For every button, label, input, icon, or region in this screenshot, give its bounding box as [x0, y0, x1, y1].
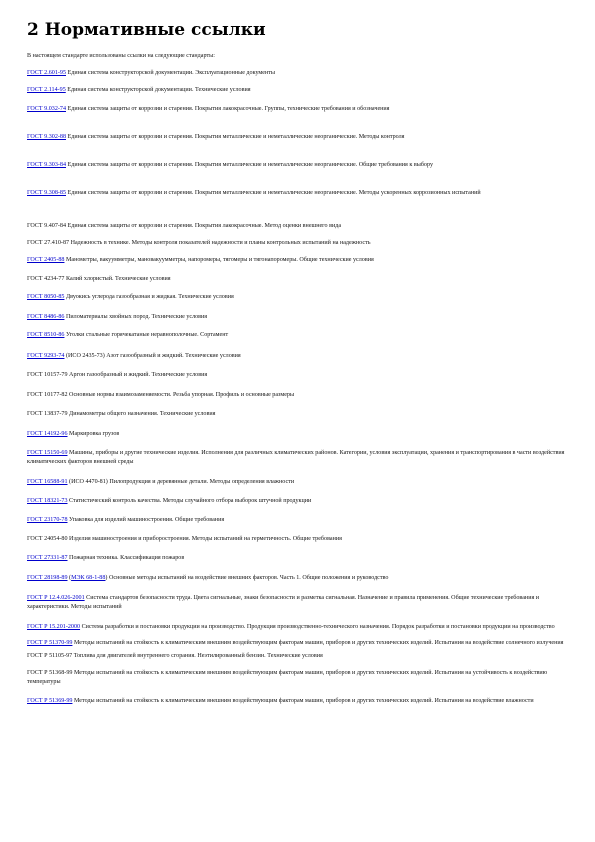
standard-link[interactable]: ГОСТ 9.308-85 — [27, 190, 66, 197]
reference-title: Основные методы испытаний на воздействие внешних факторов. Часть 1. Общие положения и руководство — [107, 575, 389, 582]
standard-code: ГОСТ 10177-82 — [27, 392, 68, 399]
reference-title: Единая система защиты от коррозии и старения. Покрытия металлические и неметаллические неорганические. Общие требования к выбору — [66, 162, 433, 169]
reference-title: Надежность в технике. Методы контроля показателей надежности и планы контрольных испытаний на надежность — [69, 240, 371, 247]
reference-title: Уголки стальные горячекатаные неравнополочные. Сортамент — [64, 332, 229, 339]
reference-item — [27, 161, 568, 170]
standard-link[interactable]: ГОСТ 8050-85 — [27, 294, 65, 301]
reference-title: Двуокись углерода газообразная и жидкая. Технические условия — [64, 294, 234, 301]
standard-link[interactable]: ГОСТ 9.302-88 — [27, 134, 66, 141]
reference-title: Единая система защиты от коррозии и старения. Покрытия металлические и неметаллические неорганические. Методы контроля — [66, 134, 405, 141]
reference-title: Манометры, вакуумметры, мановакуумметры, напоромеры, тягомеры и тягонапоромеры. Общие технические условия — [64, 257, 374, 264]
standard-link-secondary[interactable]: МЭК 68-1-88 — [71, 575, 106, 582]
reference-item — [27, 189, 568, 198]
reference-title: Методы испытаний на стойкость к климатическим внешним воздействующим факторам машин, приборов и других технических изделий. Испытания на воздействие солнечного излучения — [72, 640, 564, 647]
standard-link[interactable]: ГОСТ 15150-69 — [27, 450, 68, 457]
standard-link[interactable]: ГОСТ 14192-96 — [27, 431, 68, 438]
reference-paren: ( — [67, 575, 72, 582]
reference-title: Динамометры общего назначения. Технические условия — [67, 411, 216, 418]
standard-link[interactable]: ГОСТ Р 12.4.026-2001 — [27, 595, 85, 602]
reference-title: (ИСО 4470-81) Пилопродукция и деревянные детали. Методы определения влажности — [67, 479, 295, 486]
reference-item — [27, 516, 568, 525]
reference-item — [27, 256, 568, 265]
reference-title: Калий хлористый. Технические условия — [64, 276, 171, 283]
standard-link[interactable]: ГОСТ 27331-87 — [27, 555, 68, 562]
section-title: 2 Нормативные ссылки — [27, 20, 266, 40]
reference-title: Единая система конструкторской документации. Технические условия — [65, 87, 251, 94]
reference-title: Методы испытаний на стойкость к климатическим внешним воздействующим факторам машин, приборов и других технических изделий. Испытания на устойчивость к воздействию температуры — [27, 670, 548, 686]
reference-item — [27, 352, 568, 361]
reference-item — [27, 430, 568, 439]
reference-title: Единая система защиты от коррозии и старения. Покрытия лакокрасочные. Группы, технические требования и обозначения — [66, 106, 390, 113]
reference-item — [27, 331, 568, 340]
standard-link[interactable]: ГОСТ Р 15.201-2000 — [27, 624, 81, 631]
reference-item — [27, 594, 568, 612]
reference-item — [27, 639, 568, 648]
reference-paren: ) — [105, 575, 108, 582]
reference-item — [27, 497, 568, 506]
standard-link[interactable]: ГОСТ 18321-73 — [27, 498, 68, 505]
reference-item — [27, 133, 568, 142]
reference-item — [27, 669, 568, 687]
standard-link[interactable]: ГОСТ 28198-89 — [27, 575, 68, 582]
reference-title: Пожарная техника. Классификация пожаров — [67, 555, 185, 562]
standard-link[interactable]: ГОСТ 9293-74 — [27, 353, 65, 360]
reference-item — [27, 239, 568, 248]
standard-link[interactable]: ГОСТ 2405-88 — [27, 257, 65, 264]
reference-title: Единая система защиты от коррозии и старения. Покрытия металлические и неметаллические неорганические. Методы ускоренных коррозионных испытаний — [66, 190, 481, 197]
standard-link[interactable]: ГОСТ Р 51370-99 — [27, 640, 73, 647]
reference-title: Аргон газообразный и жидкий. Технические условия — [67, 372, 208, 379]
standard-code: ГОСТ 13837-79 — [27, 411, 68, 418]
reference-title: Статистический контроль качества. Методы случайного отбора выборок штучной продукции — [67, 498, 312, 505]
reference-item — [27, 623, 568, 632]
reference-item — [27, 574, 568, 583]
standard-link[interactable]: ГОСТ 2.114-95 — [27, 87, 66, 94]
reference-item — [27, 410, 568, 419]
reference-item — [27, 697, 568, 706]
reference-item — [27, 222, 568, 231]
reference-item — [27, 275, 568, 284]
standard-link[interactable]: ГОСТ 16588-91 — [27, 479, 68, 486]
standard-code: ГОСТ 27.410-87 — [27, 240, 70, 247]
standard-link[interactable]: ГОСТ Р 51369-99 — [27, 698, 73, 705]
reference-item — [27, 449, 568, 467]
standard-code: ГОСТ 4234-77 — [27, 276, 65, 283]
standard-link[interactable]: ГОСТ 8510-86 — [27, 332, 65, 339]
reference-title: Система стандартов безопасности труда. Цвета сигнальные, знаки безопасности и разметка сигнальная. Назначение и правила применения. Общие технические требования и характеристики. Методы испытаний — [27, 595, 540, 611]
reference-item — [27, 313, 568, 322]
reference-item — [27, 391, 568, 400]
reference-item — [27, 371, 568, 380]
standard-link[interactable]: ГОСТ 9.303-84 — [27, 162, 66, 169]
reference-item — [27, 293, 568, 302]
reference-title: Система разработки и постановки продукции на производство. Продукция производственно-технического назначения. Порядок разработки и постановки продукции на производство — [80, 624, 555, 631]
reference-title: Маркировка грузов — [67, 431, 120, 438]
standard-code: ГОСТ 10157-79 — [27, 372, 68, 379]
reference-title: Упаковка для изделий машиностроения. Общие требования — [67, 517, 225, 524]
document-page — [27, 20, 568, 705]
intro-text: В настоящем стандарте использованы ссылки на следующие стандарты: — [27, 53, 215, 59]
reference-item — [27, 478, 568, 487]
reference-title: Машины, приборы и другие технические изделия. Исполнения для различных климатических районов. Категории, условия эксплуатации, хранения и транспортирования в части воздействия климатических факторов внешней среды — [27, 450, 565, 466]
reference-item — [27, 535, 568, 544]
standard-code: ГОСТ 9.407-84 — [27, 223, 66, 230]
reference-item — [27, 105, 568, 114]
reference-title: Единая система конструкторской документации. Эксплуатационные документы — [66, 70, 275, 77]
standard-code: ГОСТ Р 51368-99 — [27, 670, 73, 677]
reference-title: Топлива для двигателей внутреннего сгорания. Неэтилированный бензин. Технические условия — [72, 653, 323, 660]
reference-title: Единая система защиты от коррозии и старения. Покрытия лакокрасочные. Метод оценки внешнего вида — [66, 223, 342, 230]
reference-item — [27, 86, 568, 95]
reference-title: Изделия машиностроения и приборостроения. Методы испытаний на герметичность. Общие требования — [67, 536, 342, 543]
reference-title: (ИСО 2435-73) Азот газообразный и жидкий. Технические условия — [64, 353, 241, 360]
standard-code: ГОСТ Р 51105-97 — [27, 653, 73, 660]
reference-item — [27, 652, 568, 661]
standard-link[interactable]: ГОСТ 8486-86 — [27, 314, 65, 321]
reference-item — [27, 554, 568, 563]
standard-link[interactable]: ГОСТ 9.032-74 — [27, 106, 66, 113]
reference-title: Пиломатериалы хвойных пород. Технические условия — [64, 314, 208, 321]
standard-code: ГОСТ 24054-80 — [27, 536, 68, 543]
reference-item — [27, 69, 568, 78]
standard-link[interactable]: ГОСТ 2.601-95 — [27, 70, 66, 77]
reference-title: Основные нормы взаимозаменяемости. Резьба упорная. Профиль и основные размеры — [67, 392, 295, 399]
standard-link[interactable]: ГОСТ 23170-78 — [27, 517, 68, 524]
reference-title: Методы испытаний на стойкость к климатическим внешним воздействующим факторам машин, приборов и других технических изделий. Испытания на воздействие влажности — [72, 698, 534, 705]
